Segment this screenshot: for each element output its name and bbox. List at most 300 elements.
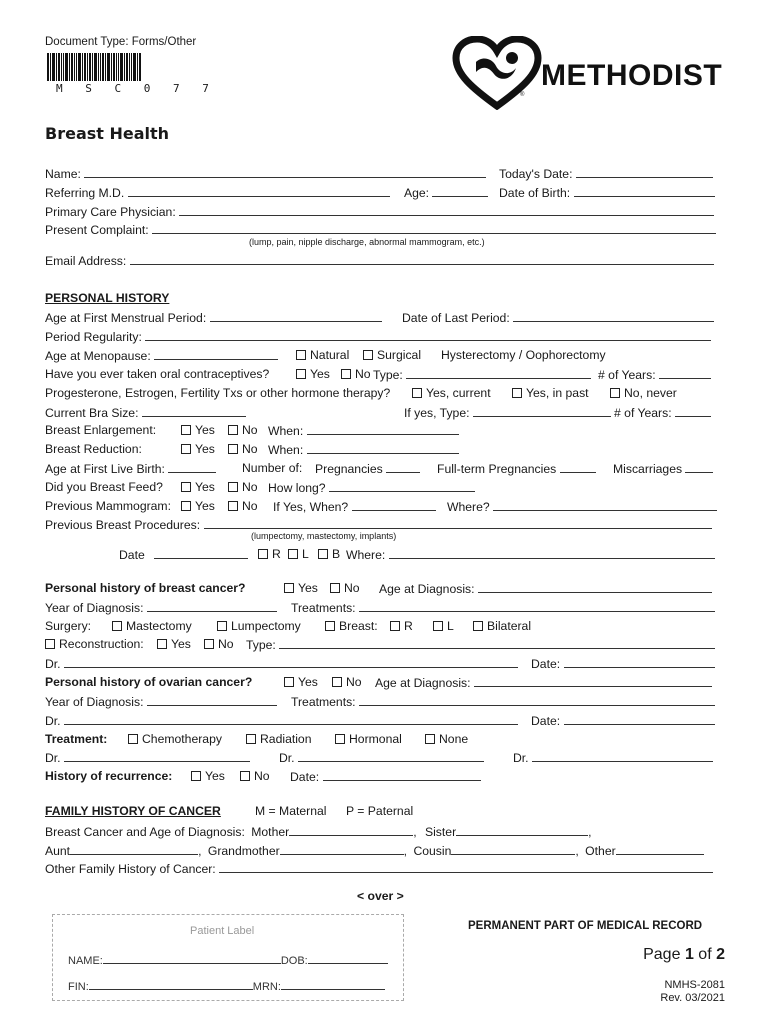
ovarian-cancer-yes[interactable] bbox=[284, 675, 318, 689]
email-field[interactable] bbox=[130, 253, 714, 265]
oral-contra-years-row bbox=[598, 367, 711, 382]
oc-date-field[interactable] bbox=[564, 713, 715, 725]
bc-year-diagnosis-label: Year of Diagnosis: bbox=[45, 601, 144, 615]
referring-md-field[interactable] bbox=[128, 185, 390, 197]
enlargement-yes-checkbox[interactable] bbox=[181, 425, 191, 435]
ovarian-cancer-yes-label: Yes bbox=[298, 675, 318, 689]
hysterectomy-label: Hysterectomy / Oophorectomy bbox=[441, 348, 606, 362]
breast-feed-label: Did you Breast Feed? bbox=[45, 480, 163, 494]
cousin-field[interactable] bbox=[451, 843, 575, 855]
treatment-dr3-field[interactable] bbox=[532, 750, 713, 762]
hormone-years-label: # of Years: bbox=[614, 406, 672, 420]
hormone-yes-past[interactable] bbox=[512, 386, 589, 400]
procedure-where-field[interactable] bbox=[389, 547, 715, 559]
breast-feed-no[interactable] bbox=[228, 480, 258, 494]
lumpectomy-checkbox[interactable] bbox=[217, 621, 227, 631]
oral-contra-type-row bbox=[373, 367, 591, 382]
ovarian-cancer-no-checkbox[interactable] bbox=[332, 677, 342, 687]
bc-date-label: Date: bbox=[531, 657, 561, 671]
hormonal-label: Hormonal bbox=[349, 732, 402, 746]
barcode-bars bbox=[47, 53, 141, 81]
barcode bbox=[47, 53, 143, 81]
enlargement-no-label: No bbox=[242, 423, 258, 437]
hormone-yes-past-label: Yes, in past bbox=[526, 386, 589, 400]
last-period-label: Date of Last Period: bbox=[402, 311, 510, 325]
breast-feed-no-label: No bbox=[242, 480, 258, 494]
other-family-row bbox=[45, 861, 713, 876]
prev-mammo-no-checkbox[interactable] bbox=[228, 501, 238, 511]
todays-date-field[interactable] bbox=[576, 166, 713, 178]
chemotherapy-option[interactable] bbox=[128, 732, 222, 746]
mastectomy-option[interactable] bbox=[112, 619, 192, 633]
recurrence-no-checkbox[interactable] bbox=[240, 771, 250, 781]
bilateral-option[interactable] bbox=[473, 619, 531, 633]
recurrence-date-label: Date: bbox=[290, 770, 320, 784]
natural-checkbox[interactable] bbox=[296, 350, 306, 360]
prev-mammo-no[interactable] bbox=[228, 499, 258, 513]
surgical-label: Surgical bbox=[377, 348, 422, 362]
label-fin-field[interactable] bbox=[89, 978, 253, 990]
oral-contra-no-checkbox[interactable] bbox=[341, 369, 351, 379]
dob-label: Date of Birth: bbox=[499, 186, 571, 200]
ovarian-cancer-yes-checkbox[interactable] bbox=[284, 677, 294, 687]
page-title: Breast Health bbox=[45, 124, 170, 143]
number-of-label: Number of: bbox=[242, 461, 303, 475]
sister-field[interactable] bbox=[456, 824, 588, 836]
reconstruction-no-checkbox[interactable] bbox=[204, 639, 214, 649]
period-regularity-field[interactable] bbox=[145, 329, 711, 341]
name-field[interactable] bbox=[84, 166, 486, 178]
hormonal-option[interactable] bbox=[335, 732, 402, 746]
breast-cancer-yes-checkbox[interactable] bbox=[284, 583, 294, 593]
hormone-yes-past-checkbox[interactable] bbox=[512, 388, 522, 398]
procedure-date-label: Date bbox=[119, 548, 145, 562]
mastectomy-checkbox[interactable] bbox=[112, 621, 122, 631]
age-field[interactable] bbox=[432, 185, 488, 197]
page-total: 2 bbox=[716, 946, 725, 963]
bc-age-diagnosis-label: Age at Diagnosis: bbox=[379, 582, 475, 596]
bilateral-label: Bilateral bbox=[487, 619, 532, 633]
reconstruction-no[interactable] bbox=[204, 637, 234, 651]
natural-label: Natural bbox=[310, 348, 350, 362]
aunt-field[interactable] bbox=[70, 843, 198, 855]
enlargement-no-checkbox[interactable] bbox=[228, 425, 238, 435]
chemotherapy-label: Chemotherapy bbox=[142, 732, 222, 746]
revision-date: Rev. 03/2021 bbox=[660, 992, 725, 1004]
procedure-side-l[interactable] bbox=[288, 547, 309, 561]
document-type: Document Type: Forms/Other bbox=[45, 36, 197, 48]
bc-dr-field[interactable] bbox=[64, 656, 518, 668]
oral-contra-label: Have you ever taken oral contraceptives? bbox=[45, 367, 270, 381]
lumpectomy-option[interactable] bbox=[217, 619, 301, 633]
recurrence-label: History of recurrence: bbox=[45, 769, 173, 783]
dob-field[interactable] bbox=[574, 185, 715, 197]
surgical-checkbox[interactable] bbox=[363, 350, 373, 360]
oral-contra-yes-label: Yes bbox=[310, 367, 330, 381]
reduction-yes-checkbox[interactable] bbox=[181, 444, 191, 454]
paternal-legend: P = Paternal bbox=[346, 804, 414, 818]
bc-dr-row bbox=[45, 656, 518, 671]
how-long-row bbox=[268, 480, 475, 495]
procedures-hint: (lumpectomy, mastectomy, implants) bbox=[251, 531, 397, 541]
breast-cancer-yes[interactable] bbox=[284, 581, 318, 595]
breast-feed-yes-label: Yes bbox=[195, 480, 215, 494]
reconstruction-option[interactable] bbox=[45, 637, 144, 651]
label-dob-field[interactable] bbox=[308, 952, 388, 964]
over-indicator: < over > bbox=[357, 889, 404, 903]
none-checkbox[interactable] bbox=[425, 734, 435, 744]
bc-age-diagnosis-field[interactable] bbox=[478, 581, 712, 593]
procedure-side-r[interactable] bbox=[258, 547, 281, 561]
treatment-dr2-label: Dr. bbox=[279, 751, 295, 765]
sister-label: Sister bbox=[424, 825, 457, 839]
reduction-label: Breast Reduction: bbox=[45, 442, 142, 456]
bc-side-l-label: L bbox=[447, 619, 454, 633]
oc-dr-field[interactable] bbox=[64, 713, 518, 725]
oc-year-diagnosis-row bbox=[45, 694, 277, 709]
ovarian-cancer-no-label: No bbox=[346, 675, 362, 689]
recurrence-yes-label: Yes bbox=[205, 769, 225, 783]
procedure-side-b-checkbox[interactable] bbox=[318, 549, 328, 559]
natural-option[interactable] bbox=[296, 348, 349, 362]
present-complaint-label: Present Complaint: bbox=[45, 223, 149, 237]
procedure-side-r-label: R bbox=[272, 547, 281, 561]
bc-side-l[interactable] bbox=[433, 619, 454, 633]
hormone-no-never-label: No, never bbox=[624, 386, 677, 400]
fullterm-field[interactable] bbox=[560, 461, 596, 473]
hormone-years-field[interactable] bbox=[675, 405, 711, 417]
email-label: Email Address: bbox=[45, 254, 127, 268]
bc-age-diagnosis-row bbox=[379, 581, 712, 596]
last-period-row bbox=[402, 310, 714, 325]
label-name-field[interactable] bbox=[103, 952, 281, 964]
treatment-dr1-label: Dr. bbox=[45, 751, 61, 765]
maternal-legend: M = Maternal bbox=[255, 804, 327, 818]
menopause-label: Age at Menopause: bbox=[45, 349, 151, 363]
pregnancies-field[interactable] bbox=[386, 461, 420, 473]
reconstruction-yes-checkbox[interactable] bbox=[157, 639, 167, 649]
age-row bbox=[404, 185, 488, 200]
bc-treatments-field[interactable] bbox=[359, 600, 715, 612]
oral-contra-years-field[interactable] bbox=[659, 367, 711, 379]
primary-care-row bbox=[45, 204, 714, 219]
mammo-when-label: If Yes, When? bbox=[273, 500, 349, 514]
recurrence-date-field[interactable] bbox=[323, 769, 481, 781]
label-fin-row bbox=[68, 978, 385, 993]
recurrence-no-label: No bbox=[254, 769, 270, 783]
hormone-no-never[interactable] bbox=[610, 386, 677, 400]
reduction-yes-label: Yes bbox=[195, 442, 215, 456]
reduction-when-label: When: bbox=[268, 443, 304, 457]
page-of: of bbox=[698, 946, 712, 963]
first-period-label: Age at First Menstrual Period: bbox=[45, 311, 207, 325]
procedure-side-b[interactable] bbox=[318, 547, 340, 561]
label-mrn-label: MRN: bbox=[252, 981, 281, 993]
oc-year-diagnosis-label: Year of Diagnosis: bbox=[45, 695, 144, 709]
breast-cancer-no[interactable] bbox=[330, 581, 360, 595]
other-family-label: Other Family History of Cancer: bbox=[45, 862, 216, 876]
grandmother-label: Grandmother bbox=[207, 844, 280, 858]
oc-age-diagnosis-field[interactable] bbox=[474, 675, 712, 687]
reconstruction-yes-label: Yes bbox=[171, 637, 191, 651]
none-option[interactable] bbox=[425, 732, 468, 746]
prev-procedures-label: Previous Breast Procedures: bbox=[45, 518, 201, 532]
recurrence-yes[interactable] bbox=[191, 769, 225, 783]
label-name-row bbox=[68, 952, 388, 967]
other-label: Other bbox=[585, 844, 616, 858]
recurrence-yes-checkbox[interactable] bbox=[191, 771, 201, 781]
lumpectomy-label: Lumpectomy bbox=[231, 619, 301, 633]
bilateral-checkbox[interactable] bbox=[473, 621, 483, 631]
primary-care-field[interactable] bbox=[179, 204, 714, 216]
miscarriages-field[interactable] bbox=[685, 461, 713, 473]
patient-label-box bbox=[52, 914, 404, 1001]
radiation-option[interactable] bbox=[246, 732, 312, 746]
enlargement-when-field[interactable] bbox=[307, 423, 459, 435]
breast-feed-no-checkbox[interactable] bbox=[228, 482, 238, 492]
oc-treatments-row bbox=[291, 694, 715, 709]
mammo-where-label: Where? bbox=[447, 500, 490, 514]
bra-size-label: Current Bra Size: bbox=[45, 406, 139, 420]
breast-feed-yes-checkbox[interactable] bbox=[181, 482, 191, 492]
first-period-field[interactable] bbox=[210, 310, 382, 322]
chemotherapy-checkbox[interactable] bbox=[128, 734, 138, 744]
pregnancies-label: Pregnancies bbox=[315, 462, 383, 476]
hormone-years-row bbox=[614, 405, 711, 420]
hormone-label: Progesterone, Estrogen, Fertility Txs or other hormone therapy? bbox=[45, 386, 391, 400]
prev-mammo-yes-label: Yes bbox=[195, 499, 215, 513]
grandmother-field[interactable] bbox=[280, 843, 404, 855]
reduction-yes[interactable] bbox=[181, 442, 215, 456]
primary-care-label: Primary Care Physician: bbox=[45, 205, 176, 219]
page-current: 1 bbox=[684, 946, 694, 963]
name-row bbox=[45, 166, 486, 181]
procedure-date-field[interactable] bbox=[154, 547, 248, 559]
todays-date-row bbox=[499, 166, 713, 181]
oc-dr-row bbox=[45, 713, 518, 728]
oc-date-row bbox=[531, 713, 715, 728]
enlargement-yes[interactable] bbox=[181, 423, 215, 437]
treatment-dr1-field[interactable] bbox=[64, 750, 250, 762]
other-family-field[interactable] bbox=[219, 861, 713, 873]
period-regularity-row bbox=[45, 329, 711, 344]
recurrence-date-row bbox=[290, 769, 481, 784]
mammo-when-row bbox=[273, 499, 436, 514]
breast-age-row: Breast Cancer and Age of Diagnosis: Mother , Sister , bbox=[45, 825, 592, 839]
oral-contra-yes[interactable] bbox=[296, 367, 330, 381]
miscarriages-label: Miscarriages bbox=[613, 462, 683, 476]
treatment-dr1-row bbox=[45, 750, 250, 765]
how-long-label: How long? bbox=[268, 481, 326, 495]
prev-mammo-label: Previous Mammogram: bbox=[45, 499, 171, 513]
how-long-field[interactable] bbox=[329, 480, 475, 492]
recurrence-no[interactable] bbox=[240, 769, 270, 783]
first-period-row bbox=[45, 310, 382, 325]
reduction-when-field[interactable] bbox=[307, 442, 459, 454]
fullterm-label: Full-term Pregnancies bbox=[437, 462, 557, 476]
other-field[interactable] bbox=[616, 843, 704, 855]
reconstruction-type-field[interactable] bbox=[279, 637, 715, 649]
permanent-record-note: PERMANENT PART OF MEDICAL RECORD bbox=[468, 920, 703, 932]
oral-contra-years-label: # of Years: bbox=[598, 368, 656, 382]
hormone-yes-current-checkbox[interactable] bbox=[412, 388, 422, 398]
breast-cancer-yes-label: Yes bbox=[298, 581, 318, 595]
oral-contra-no[interactable] bbox=[341, 367, 371, 381]
hormonal-checkbox[interactable] bbox=[335, 734, 345, 744]
mammo-where-field[interactable] bbox=[493, 499, 717, 511]
oc-age-diagnosis-label: Age at Diagnosis: bbox=[375, 676, 471, 690]
procedure-where-row bbox=[346, 547, 715, 562]
menopause-row bbox=[45, 348, 278, 363]
reduction-no-label: No bbox=[242, 442, 258, 456]
reconstruction-type-row bbox=[246, 637, 715, 652]
mother-field[interactable] bbox=[289, 824, 413, 836]
bc-year-diagnosis-row bbox=[45, 600, 277, 615]
prev-mammo-no-label: No bbox=[242, 499, 258, 513]
registered-mark: ® bbox=[520, 92, 525, 98]
hormone-type-row bbox=[404, 405, 611, 420]
breast-age-label: Breast Cancer and Age of Diagnosis: bbox=[45, 825, 245, 839]
label-mrn-field[interactable] bbox=[281, 978, 385, 990]
radiation-label: Radiation bbox=[260, 732, 312, 746]
oral-contra-type-label: Type: bbox=[373, 368, 403, 382]
name-label: Name: bbox=[45, 167, 81, 181]
mastectomy-label: Mastectomy bbox=[126, 619, 192, 633]
radiation-checkbox[interactable] bbox=[246, 734, 256, 744]
hormone-yes-current-label: Yes, current bbox=[426, 386, 491, 400]
oral-contra-no-label: No bbox=[355, 367, 371, 381]
breast-cancer-heading: Personal history of breast cancer? bbox=[45, 581, 246, 595]
reconstruction-no-label: No bbox=[218, 637, 234, 651]
enlargement-label: Breast Enlargement: bbox=[45, 423, 157, 437]
present-complaint-row bbox=[45, 222, 716, 237]
ovarian-cancer-no[interactable] bbox=[332, 675, 362, 689]
prev-mammo-yes-checkbox[interactable] bbox=[181, 501, 191, 511]
bc-year-diagnosis-field[interactable] bbox=[147, 600, 277, 612]
oc-treatments-field[interactable] bbox=[359, 694, 715, 706]
treatment-dr2-field[interactable] bbox=[298, 750, 484, 762]
reconstruction-label: Reconstruction: bbox=[59, 637, 144, 651]
hormone-type-field[interactable] bbox=[473, 405, 611, 417]
bc-side-r-label: R bbox=[404, 619, 413, 633]
none-label: None bbox=[439, 732, 469, 746]
dob-row bbox=[499, 185, 715, 200]
prev-procedures-field[interactable] bbox=[204, 517, 712, 529]
age-label: Age: bbox=[404, 186, 430, 200]
oc-year-diagnosis-field[interactable] bbox=[147, 694, 277, 706]
surgical-option[interactable] bbox=[363, 348, 421, 362]
oc-age-diagnosis-row bbox=[375, 675, 712, 690]
prev-mammo-yes[interactable] bbox=[181, 499, 215, 513]
bc-side-r-checkbox[interactable] bbox=[390, 621, 400, 631]
bc-treatments-label: Treatments: bbox=[291, 601, 356, 615]
label-name-label: NAME: bbox=[68, 955, 103, 967]
referring-md-row bbox=[45, 185, 390, 200]
enlargement-when-label: When: bbox=[268, 424, 304, 438]
family-history-heading: FAMILY HISTORY OF CANCER bbox=[45, 804, 221, 818]
reconstruction-type-label: Type: bbox=[246, 638, 276, 652]
breast-side-checkbox[interactable] bbox=[325, 621, 335, 631]
bc-date-field[interactable] bbox=[564, 656, 715, 668]
bc-side-r[interactable] bbox=[390, 619, 413, 633]
label-dob-label: DOB: bbox=[280, 955, 308, 967]
breast-cancer-no-checkbox[interactable] bbox=[330, 583, 340, 593]
aunt-label: Aunt bbox=[45, 844, 71, 858]
prev-procedures-row bbox=[45, 517, 712, 532]
methodist-heart-logo-icon bbox=[452, 36, 542, 110]
page-indicator bbox=[643, 946, 725, 964]
bc-dr-label: Dr. bbox=[45, 657, 61, 671]
enlargement-no[interactable] bbox=[228, 423, 258, 437]
oral-contra-yes-checkbox[interactable] bbox=[296, 369, 306, 379]
ovarian-cancer-heading: Personal history of ovarian cancer? bbox=[45, 675, 253, 689]
bra-size-row bbox=[45, 405, 246, 420]
reconstruction-yes[interactable] bbox=[157, 637, 191, 651]
reduction-no[interactable] bbox=[228, 442, 258, 456]
pregnancies-row bbox=[315, 461, 420, 476]
present-complaint-field[interactable] bbox=[152, 222, 716, 234]
period-regularity-label: Period Regularity: bbox=[45, 330, 142, 344]
methodist-logo-text: METHODIST bbox=[541, 59, 723, 92]
procedure-side-l-checkbox[interactable] bbox=[288, 549, 298, 559]
page-word: Page bbox=[643, 946, 681, 963]
bc-side-l-checkbox[interactable] bbox=[433, 621, 443, 631]
treatment-dr3-label: Dr. bbox=[513, 751, 529, 765]
hormone-yes-current[interactable] bbox=[412, 386, 491, 400]
hormone-no-never-checkbox[interactable] bbox=[610, 388, 620, 398]
oc-dr-label: Dr. bbox=[45, 714, 61, 728]
miscarriages-row bbox=[613, 461, 713, 476]
enlargement-when-row bbox=[268, 423, 459, 438]
label-fin-label: FIN: bbox=[68, 981, 89, 993]
todays-date-label: Today's Date: bbox=[499, 167, 573, 181]
menopause-field[interactable] bbox=[154, 348, 278, 360]
mammo-when-field[interactable] bbox=[352, 499, 436, 511]
email-row bbox=[45, 253, 714, 268]
personal-history-heading: PERSONAL HISTORY bbox=[45, 291, 170, 305]
first-birth-row bbox=[45, 461, 216, 476]
bc-treatments-row bbox=[291, 600, 715, 615]
breast-side-label: Breast: bbox=[339, 619, 378, 633]
procedure-side-l-label: L bbox=[302, 547, 309, 561]
procedure-where-label: Where: bbox=[346, 548, 386, 562]
reduction-when-row bbox=[268, 442, 459, 457]
barcode-text: M S C 0 7 7 bbox=[56, 82, 217, 95]
fullterm-row bbox=[437, 461, 596, 476]
oc-date-label: Date: bbox=[531, 714, 561, 728]
oral-contra-type-field[interactable] bbox=[406, 367, 591, 379]
procedure-side-r-checkbox[interactable] bbox=[258, 549, 268, 559]
first-birth-field[interactable] bbox=[168, 461, 216, 473]
treatment-label: Treatment: bbox=[45, 732, 108, 746]
complaint-hint: (lump, pain, nipple discharge, abnormal mammogram, etc.) bbox=[249, 237, 485, 247]
breast-cancer-no-label: No bbox=[344, 581, 360, 595]
treatment-dr2-row bbox=[279, 750, 484, 765]
reconstruction-checkbox[interactable] bbox=[45, 639, 55, 649]
procedure-date-row bbox=[119, 547, 248, 562]
breast-side-option[interactable] bbox=[325, 619, 378, 633]
bra-size-field[interactable] bbox=[142, 405, 246, 417]
relatives-row: Aunt , Grandmother , Cousin , Other bbox=[45, 843, 704, 858]
mother-label: Mother bbox=[251, 825, 290, 839]
treatment-dr3-row bbox=[513, 750, 713, 765]
referring-md-label: Referring M.D. bbox=[45, 186, 125, 200]
breast-feed-yes[interactable] bbox=[181, 480, 215, 494]
reduction-no-checkbox[interactable] bbox=[228, 444, 238, 454]
hormone-type-label: If yes, Type: bbox=[404, 406, 470, 420]
last-period-field[interactable] bbox=[513, 310, 714, 322]
surgery-label: Surgery: bbox=[45, 619, 92, 633]
